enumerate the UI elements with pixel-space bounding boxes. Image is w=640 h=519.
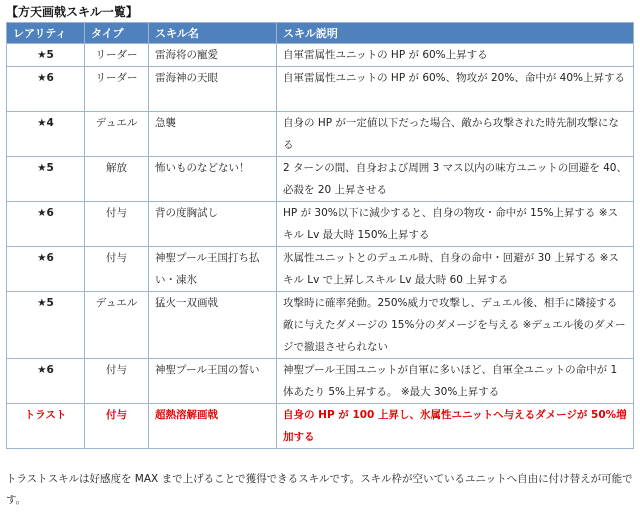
skill-name-cell: 急襲 [149,112,277,157]
column-header-skill-description: スキル説明 [277,23,634,44]
type-cell: デュエル [85,112,149,157]
skill-description-cell: 氷属性ユニットとのデュエル時、自身の命中・回避が 30 上昇する ※スキル Lv で上昇しスキル Lv 最大時 60 上昇する [277,247,634,292]
skill-description-cell: HP が 30%以下に減少すると、自身の物攻・命中が 15%上昇する ※スキル Lv 最大時 150%上昇する [277,202,634,247]
table-row [7,292,634,359]
type-cell: リーダー [85,67,149,112]
type-cell: 付与 [85,359,149,404]
skill-name-cell: 雷海将の寵愛 [149,44,277,67]
rarity-cell: トラスト [7,404,85,449]
table-row [7,359,634,404]
column-header-type: タイプ [85,23,149,44]
skill-name-cell: 神聖プール王国の誓い [149,359,277,404]
rarity-cell: ★6 [7,202,85,247]
table-row [7,157,634,202]
skill-description-cell: 2 ターンの間、自身および周囲 3 マス以内の味方ユニットの回避を 40、必殺を 20 上昇させる [277,157,634,202]
column-header-rarity: レアリティ [7,23,85,44]
table-row [7,112,634,157]
rarity-cell: ★6 [7,67,85,112]
type-cell: 付与 [85,247,149,292]
type-cell: 解放 [85,157,149,202]
table-row [7,202,634,247]
skill-description-cell: 自身の HP が一定値以下だった場合、敵から攻撃された時先制攻撃になる [277,112,634,157]
skill-name-cell: 神聖プール王国打ち払い・凍氷 [149,247,277,292]
trust-skill-note: トラストスキルは好感度を MAX まで上げることで獲得できるスキルです。スキル枠が空いているユニットへ自由に付け替えが可能です。 [6,473,633,506]
page-title: 【方天画戟スキル一覧】 [6,5,138,19]
table-row [7,67,634,112]
skill-name-cell: 超熱溶解画戟 [149,404,277,449]
type-cell: リーダー [85,44,149,67]
skill-name-cell: 猛火一双画戟 [149,292,277,359]
table-row [7,44,634,67]
type-cell: 付与 [85,202,149,247]
skill-description-cell: 自軍雷属性ユニットの HP が 60%、物攻が 20%、命中が 40%上昇する [277,67,634,112]
table-row [7,247,634,292]
skill-name-cell: 雷海神の天眼 [149,67,277,112]
skill-description-cell: 神聖プール王国ユニットが自軍に多いほど、自軍全ユニットの命中が 1 体あたり 5%上昇する。 ※最大 30%上昇する [277,359,634,404]
type-cell: 付与 [85,404,149,449]
rarity-cell: ★6 [7,247,85,292]
rarity-cell: ★5 [7,44,85,67]
rarity-cell: ★6 [7,359,85,404]
skill-description-cell: 攻撃時に確率発動。250%威力で攻撃し、デュエル後、相手に隣接する敵に与えたダメージの 15%分のダメージを与える ※デュエル後のダメージで撤退させられない [277,292,634,359]
rarity-cell: ★5 [7,292,85,359]
skill-name-cell: 背の度胸試し [149,202,277,247]
skill-description-cell: 自軍雷属性ユニットの HP が 60%上昇する [277,44,634,67]
column-header-skill-name: スキル名 [149,23,277,44]
rarity-cell: ★5 [7,157,85,202]
table-header-row [7,23,634,44]
skill-name-cell: 怖いものなどない！ [149,157,277,202]
skill-description-cell: 自身の HP が 100 上昇し、氷属性ユニットへ与えるダメージが 50%増加する [277,404,634,449]
skill-table [6,22,634,449]
type-cell: デュエル [85,292,149,359]
rarity-cell: ★4 [7,112,85,157]
trust-skill-row [7,404,634,449]
